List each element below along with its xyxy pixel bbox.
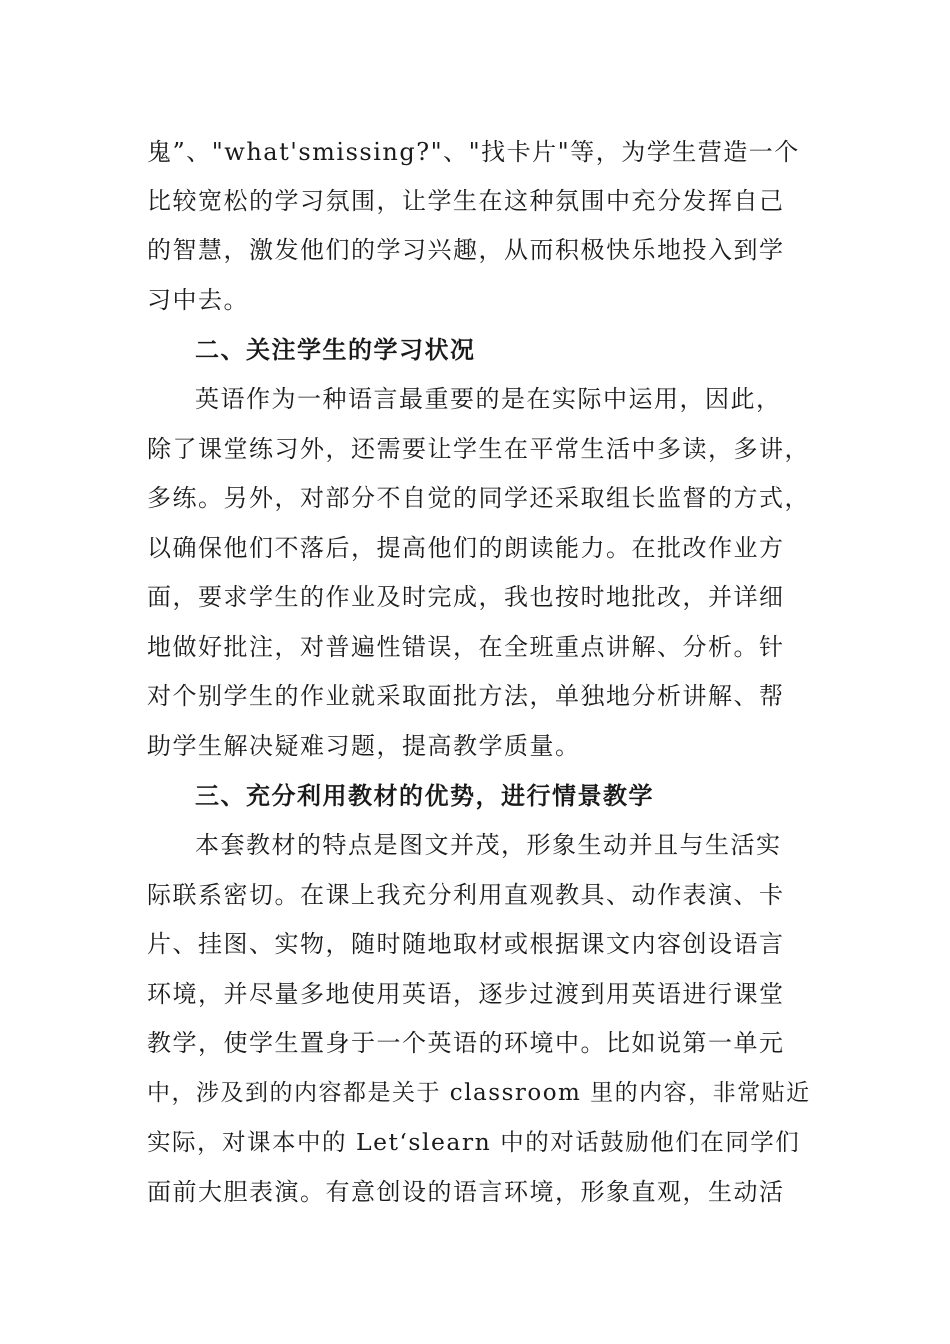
para1-line-4: 习中去。 bbox=[147, 286, 249, 314]
para3-line-4: 环境，并尽量多地使用英语，逐步过渡到用英语进行课堂 bbox=[147, 980, 785, 1008]
para2-line-1: 英语作为一种语言最重要的是在实际中运用，因此， bbox=[195, 385, 782, 413]
para2-line-6: 地做好批注，对普遍性错误，在全班重点讲解、分析。针 bbox=[147, 633, 785, 661]
para2-line-5: 面，要求学生的作业及时完成，我也按时地批改，并详细 bbox=[147, 583, 785, 611]
section-heading-2: 二、关注学生的学习状况 bbox=[195, 335, 476, 364]
para3-line-7: 实际，对课本中的 Let‘slearn 中的对话鼓励他们在同学们 bbox=[147, 1128, 801, 1156]
para3-line-3: 片、挂图、实物，随时随地取材或根据课文内容创设语言 bbox=[147, 930, 785, 958]
para3-line-6: 中，涉及到的内容都是关于 classroom 里的内容，非常贴近 bbox=[147, 1080, 811, 1106]
para3-line-1: 本套教材的特点是图文并茂，形象生动并且与生活实 bbox=[195, 831, 782, 859]
para1-line-1: 鬼”、"what'smissing?"、"找卡片"等，为学生营造一个 bbox=[147, 138, 800, 166]
para3-line-8: 面前大胆表演。有意创设的语言环境，形象直观，生动活 bbox=[147, 1178, 785, 1206]
para2-line-8: 助学生解决疑难习题，提高教学质量。 bbox=[147, 732, 581, 760]
para1-line-2: 比较宽松的学习氛围，让学生在这种氛围中充分发挥自己 bbox=[147, 187, 785, 215]
para3-line-2: 际联系密切。在课上我充分利用直观教具、动作表演、卡 bbox=[147, 881, 785, 909]
para1-line-3: 的智慧，激发他们的学习兴趣，从而积极快乐地投入到学 bbox=[147, 236, 785, 264]
para2-line-4: 以确保他们不落后，提高他们的朗读能力。在批改作业方 bbox=[147, 534, 785, 562]
section-heading-3: 三、充分利用教材的优势，进行情景教学 bbox=[195, 781, 654, 810]
para2-line-3: 多练。另外，对部分不自觉的同学还采取组长监督的方式， bbox=[147, 484, 810, 512]
para2-line-7: 对个别学生的作业就采取面批方法，单独地分析讲解、帮 bbox=[147, 682, 785, 710]
para2-line-2: 除了课堂练习外，还需要让学生在平常生活中多读，多讲， bbox=[147, 435, 810, 463]
para3-line-5: 教学，使学生置身于一个英语的环境中。比如说第一单元 bbox=[147, 1029, 785, 1057]
